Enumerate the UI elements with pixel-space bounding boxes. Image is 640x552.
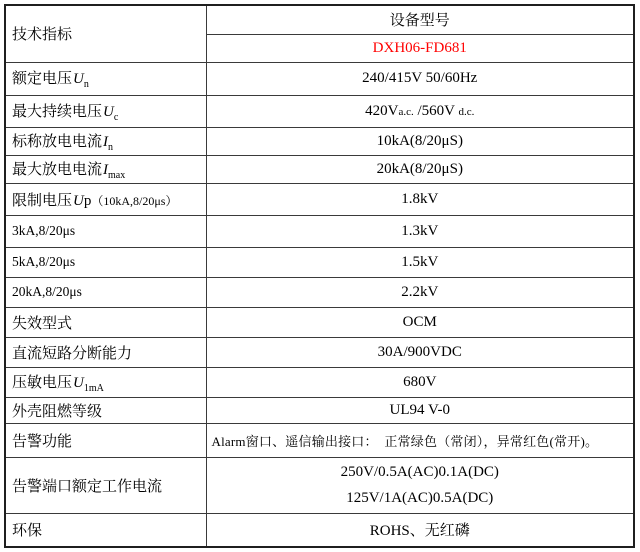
tech-indicator-header bbox=[5, 5, 206, 62]
spec-value: ROHS、无红磷 bbox=[206, 513, 634, 547]
spec-row bbox=[5, 95, 634, 127]
spec-value: 1.5kV bbox=[206, 247, 634, 277]
model-number: DXH06-FD681 bbox=[372, 39, 467, 56]
spec-row bbox=[5, 367, 634, 397]
spec-row bbox=[5, 397, 634, 423]
device-model-header bbox=[206, 5, 634, 34]
spec-label: 压敏电压$U_{1mA}$ bbox=[5, 367, 206, 397]
spec-row bbox=[5, 183, 634, 215]
spec-label: 额定电压$U_n$ bbox=[5, 62, 206, 95]
spec-label: 最大放电电流$I_{max}$ bbox=[5, 155, 206, 183]
spec-label: 告警端口额定工作电流 bbox=[5, 457, 206, 513]
spec-table bbox=[4, 4, 635, 548]
spec-value: 30A/900VDC bbox=[206, 337, 634, 367]
spec-label: 外壳阻燃等级 bbox=[5, 397, 206, 423]
spec-row bbox=[5, 215, 634, 247]
spec-row bbox=[5, 62, 634, 95]
spec-label: 告警功能 bbox=[5, 423, 206, 457]
spec-label: 环保 bbox=[5, 513, 206, 547]
spec-value bbox=[206, 457, 634, 513]
spec-row bbox=[5, 337, 634, 367]
spec-value: 1.3kV bbox=[206, 215, 634, 247]
spec-value: 10kA(8/20μS) bbox=[206, 127, 634, 155]
tech-indicator-label: 技术指标 bbox=[12, 27, 73, 44]
spec-label: 最大持续电压$U_c$ bbox=[5, 95, 206, 127]
spec-row bbox=[5, 127, 634, 155]
spec-value: 1.8kV bbox=[206, 183, 634, 215]
value-line-1: 250V/0.5A(AC)0.1A(DC) bbox=[340, 464, 499, 480]
spec-value: 680V bbox=[206, 367, 634, 397]
spec-row bbox=[5, 457, 634, 513]
spec-row bbox=[5, 247, 634, 277]
header-row-top bbox=[5, 5, 634, 34]
spec-row bbox=[5, 423, 634, 457]
spec-value: 240/415V 50/60Hz bbox=[206, 62, 634, 95]
spec-value: OCM bbox=[206, 307, 634, 337]
spec-label: 标称放电电流$I_n$ bbox=[5, 127, 206, 155]
spec-label: 3kA,8/20μs bbox=[5, 215, 206, 247]
model-number-cell bbox=[206, 34, 634, 62]
value-line-2: 125V/1A(AC)0.5A(DC) bbox=[346, 490, 494, 506]
spec-row bbox=[5, 155, 634, 183]
spec-value: 20kA(8/20μS) bbox=[206, 155, 634, 183]
spec-label: 5kA,8/20μs bbox=[5, 247, 206, 277]
spec-row bbox=[5, 513, 634, 547]
device-model-label: 设备型号 bbox=[389, 13, 450, 30]
spec-label: 失效型式 bbox=[5, 307, 206, 337]
spec-value: 2.2kV bbox=[206, 277, 634, 307]
spec-label: 直流短路分断能力 bbox=[5, 337, 206, 367]
spec-value: Alarm窗口、遥信输出接口： 正常绿色（常闭），异常红色(常开)。 bbox=[206, 423, 634, 457]
spec-value: 420Va.c. /560V d.c. bbox=[206, 95, 634, 127]
spec-value: UL94 V-0 bbox=[206, 397, 634, 423]
spec-label: 限制电压Up（10kA,8/20μs） bbox=[5, 183, 206, 215]
spec-row bbox=[5, 307, 634, 337]
spec-row bbox=[5, 277, 634, 307]
spec-label: 20kA,8/20μs bbox=[5, 277, 206, 307]
